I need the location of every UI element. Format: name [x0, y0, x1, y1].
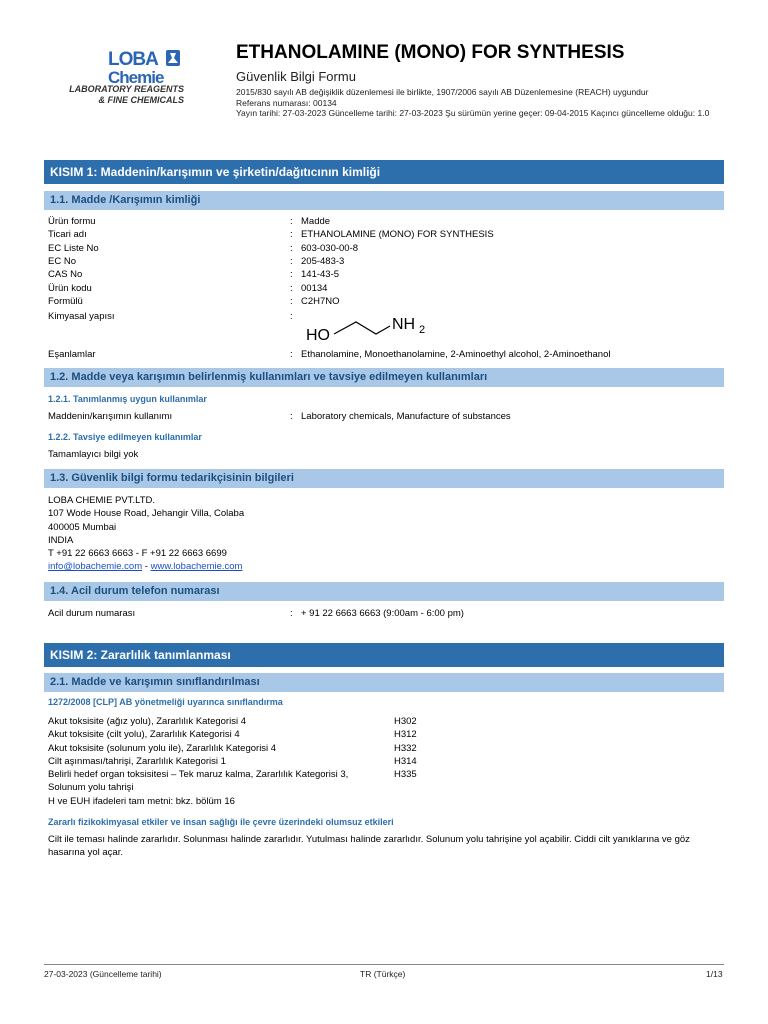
field-value: 141-43-5 — [301, 269, 340, 281]
document-title: ETHANOLAMINE (MONO) FOR SYNTHESIS — [236, 42, 625, 63]
email-link[interactable]: info@lobachemie.com — [48, 561, 143, 573]
identification-row: Ürün kodu : 00134 — [48, 282, 328, 294]
city: 400005 Mumbai — [48, 521, 117, 533]
identification-row: Ticari adı : ETHANOLAMINE (MONO) FOR SYNTHESIS — [48, 229, 494, 241]
structure-label: Kimyasal yapısı — [48, 311, 115, 322]
hazard-code: H302 — [394, 716, 417, 727]
field-label: EC No — [48, 255, 76, 267]
synonyms-label: Eşanlamlar — [48, 349, 96, 360]
revision-info: Yayın tarihi: 27-03-2023 Güncelleme tarihi: 27-03-2023 Şu sürümün yerine geçer: 09-04-2015 Kaçıncı güncelleme olduğu: 1.0 — [236, 108, 710, 118]
loba-chemie-logo-icon — [108, 48, 220, 88]
synonyms-value: Ethanolamine, Monoethanolamine, 2-Aminoethyl alcohol, 2-Aminoethanol — [301, 349, 611, 360]
country: INDIA — [48, 534, 74, 546]
supplier-address — [48, 494, 244, 574]
company-name: LOBA CHEMIE PVT.LTD. — [48, 495, 155, 506]
clp-title: 1272/2008 [CLP] AB yönetmeliği uyarınca sınıflandırma — [48, 697, 283, 707]
section-1-4-header: 1.4. Acil durum telefon numarası — [44, 582, 724, 601]
identification-row: EC Liste No : 603-030-00-8 — [48, 242, 359, 254]
structure-hydroxyl: HO — [306, 327, 330, 344]
contact-links — [48, 560, 244, 573]
full-text-note: H ve EUH ifadeleri tam metni: bkz. bölüm 16 — [48, 796, 235, 807]
hazard-class: Cilt aşınması/tahrişi, Zararlılık Kategorisi 1 — [48, 755, 226, 767]
emergency-label: Acil durum numarası — [48, 608, 136, 619]
hazard-class: Akut toksisite (solunum yolu ile), Zararlılık Kategorisi 4 — [48, 742, 277, 754]
section-1-2-header: 1.2. Madde veya karışımın belirlenmiş kullanımları ve tavsiye edilmeyen kullanımları — [44, 368, 724, 387]
logo-brand-line1: LOBA — [108, 49, 158, 70]
field-value: 603-030-00-8 — [301, 242, 359, 254]
hazard-code: H314 — [394, 755, 417, 767]
field-label: Ürün formu — [48, 216, 96, 227]
company-logo — [64, 44, 194, 116]
identification-row: Formülü : C2H7NO — [48, 295, 340, 307]
field-label: EC Liste No — [48, 242, 99, 254]
section-1-3-header: 1.3. Güvenlik bilgi formu tedarikçisinin bilgileri — [44, 469, 724, 488]
identification-row: Ürün formu : Madde — [48, 216, 331, 227]
structure-subscript: 2 — [419, 324, 426, 336]
synonyms-row: Eşanlamlar : Ethanolamine, Monoethanolamine, 2-Aminoethyl alcohol, 2-Aminoethanol — [48, 349, 611, 360]
structure-amine: NH — [392, 316, 416, 333]
identification-row: EC No : 205-483-3 — [48, 255, 345, 267]
page-number: 1/13 — [706, 969, 723, 979]
street-address: 107 Wode House Road, Jehangir Villa, Colaba — [48, 508, 245, 520]
hazard-class: Akut toksisite (cilt yolu), Zararlılık Kategorisi 4 — [48, 729, 240, 741]
logo-brand-line2: Chemie — [108, 68, 164, 87]
field-label: Ürün kodu — [48, 282, 92, 294]
footer-divider — [44, 964, 724, 965]
effects-text: Cilt ile teması halinde zararlıdır. Solunması halinde zararlıdır. Yutulması halinde zararlıdır. Solunum yolu tahrişine yol açabilir. Ciddi cilt yanıklarına ve göz hasarına yol açar. — [48, 834, 690, 859]
section-1-2-1-title: 1.2.1. Tanımlanmış uygun kullanımlar — [48, 394, 207, 404]
logo-tagline-2: & FINE CHEMICALS — [98, 95, 184, 105]
hazard-code: H332 — [394, 742, 417, 754]
emergency-value: + 91 22 6663 6663 (9:00am - 6:00 pm) — [301, 608, 464, 619]
hazard-code: H312 — [394, 729, 417, 741]
footer-language: TR (Türkçe) — [360, 969, 406, 979]
chemical-structure-diagram — [304, 312, 444, 344]
link-separator: - — [142, 561, 151, 573]
section-2-header: KISIM 2: Zararlılık tanımlanması — [44, 643, 724, 667]
effects-title: Zararlı fizikokimyasal etkiler ve insan sağlığı ile çevre üzerindeki olumsuz etkileri — [48, 817, 394, 827]
hazard-class: Belirli hedef organ toksisitesi – Tek maruz kalma, Zararlılık Kategorisi 3, Solunum yolu tahrişi — [48, 769, 349, 794]
no-info-text: Tamamlayıcı bilgi yok — [48, 449, 139, 460]
phone-fax: T +91 22 6663 6663 - F +91 22 6663 6699 — [48, 548, 227, 560]
section-1-header: KISIM 1: Maddenin/karışımın ve şirketin/dağıtıcının kimliği — [44, 160, 724, 184]
hazard-code: H335 — [394, 769, 417, 781]
field-value: C2H7NO — [301, 295, 340, 307]
use-value: Laboratory chemicals, Manufacture of substances — [301, 411, 511, 422]
hazard-class: Akut toksisite (ağız yolu), Zararlılık Kategorisi 4 — [48, 716, 246, 727]
use-label: Maddenin/karışımın kullanımı — [48, 411, 173, 422]
section-2-1-header: 2.1. Madde ve karışımın sınıflandırılması — [44, 673, 724, 692]
document-subtitle: Güvenlik Bilgi Formu — [236, 69, 356, 84]
field-label: Ticari adı — [48, 229, 87, 241]
field-value: Madde — [301, 216, 331, 227]
section-1-2-2-title: 1.2.2. Tavsiye edilmeyen kullanımlar — [48, 432, 202, 442]
logo-tagline — [64, 84, 184, 106]
logo-tagline-1: LABORATORY REAGENTS — [69, 84, 184, 94]
field-value: 205-483-3 — [301, 255, 345, 267]
footer-date: 27-03-2023 (Güncelleme tarihi) — [44, 969, 162, 979]
field-label: CAS No — [48, 269, 83, 281]
document-meta — [236, 87, 726, 119]
regulation-note: 2015/830 sayılı AB değişiklik düzenlemesi ile birlikte, 1907/2006 sayılı AB Düzenlemesine (REACH) uygundur — [236, 87, 649, 97]
reference-number: Referans numarası: 00134 — [236, 97, 337, 108]
field-value: ETHANOLAMINE (MONO) FOR SYNTHESIS — [301, 229, 494, 241]
website-link[interactable]: www.lobachemie.com — [150, 561, 243, 573]
structure-row: Kimyasal yapısı : — [48, 311, 293, 322]
emergency-row: Acil durum numarası : + 91 22 6663 6663 (9:00am - 6:00 pm) — [48, 608, 464, 619]
field-label: Formülü — [48, 295, 83, 307]
field-value: 00134 — [301, 282, 328, 294]
use-row: Maddenin/karışımın kullanımı : Laboratory chemicals, Manufacture of substances — [48, 411, 511, 422]
section-1-1-header: 1.1. Madde /Karışımın kimliği — [44, 191, 724, 210]
identification-row: CAS No : 141-43-5 — [48, 269, 340, 281]
